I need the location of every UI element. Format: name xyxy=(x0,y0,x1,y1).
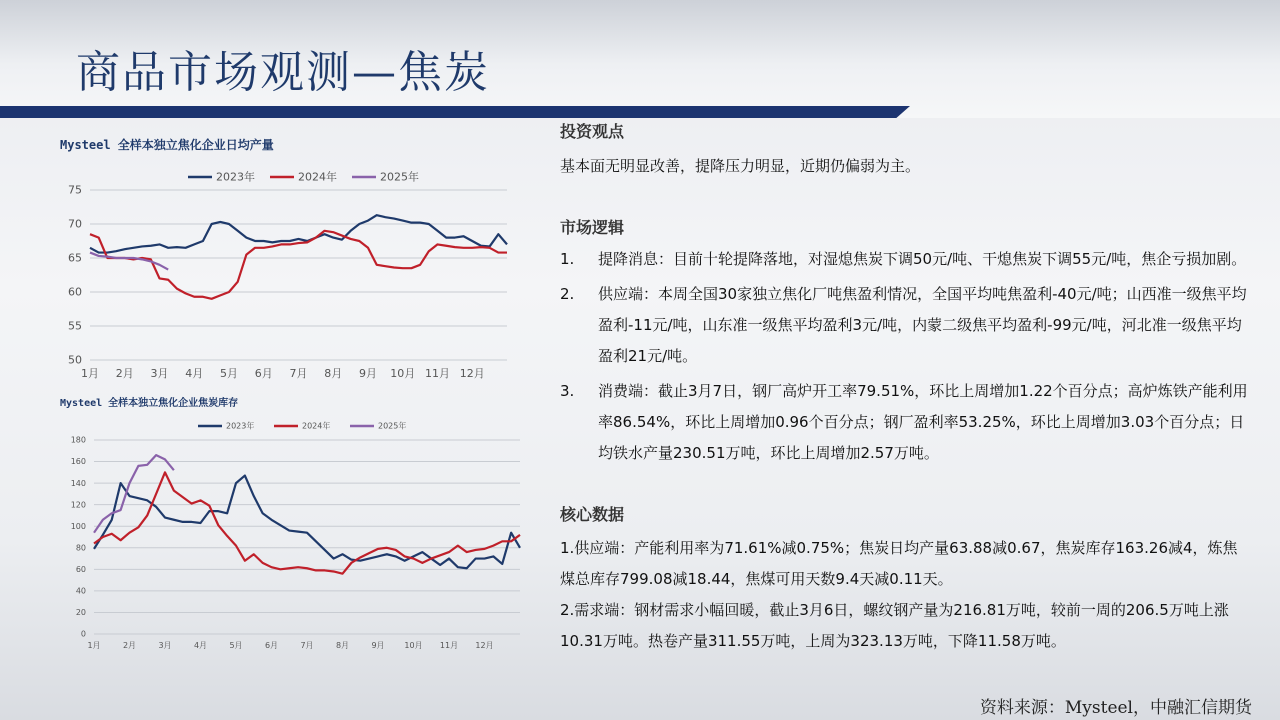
core-data-heading: 核心数据 xyxy=(560,505,625,524)
y-tick-label: 120 xyxy=(70,500,86,510)
chart-title-daily-output: Mysteel 全样本独立焦化企业日均产量 xyxy=(60,138,274,152)
x-tick-label: 10月 xyxy=(404,641,423,650)
y-tick-label: 160 xyxy=(70,457,86,467)
x-tick-label: 8月 xyxy=(335,641,350,650)
source-note: 资料来源：Mysteel，中融汇信期货 xyxy=(979,698,1252,718)
core-data-item: 2.需求端：钢材需求小幅回暖，截止3月6日，螺纹钢产量为216.81万吨，较前一周的206.5万吨上涨10.31万吨。热卷产量311.55万吨，上周为323.13万吨，下降11.58万吨。 xyxy=(560,601,1229,650)
coke-inventory-chart xyxy=(52,412,532,652)
x-tick-label: 4月 xyxy=(193,641,208,650)
x-tick-label: 2月 xyxy=(115,367,134,380)
list-item-text: 供应端：本周全国30家独立焦化厂吨焦盈利情况，全国平均吨焦盈利-40元/吨；山西准一级焦平均盈利-11元/吨，山东准一级焦平均盈利3元/吨，内蒙二级焦平均盈利-99元/吨，河北准一级焦平均盈利21元/吨。 xyxy=(598,285,1247,365)
y-tick-label: 65 xyxy=(68,251,82,265)
legend-label: 2025年 xyxy=(380,170,419,184)
core-data-list xyxy=(560,533,1250,657)
y-tick-label: 40 xyxy=(75,586,86,596)
x-tick-label: 5月 xyxy=(229,641,243,650)
list-item xyxy=(560,376,1250,469)
legend-label: 2024年 xyxy=(302,421,331,431)
x-tick-label: 12月 xyxy=(459,367,485,380)
series-line-0 xyxy=(90,215,507,252)
x-tick-label: 7月 xyxy=(289,367,308,380)
list-item xyxy=(560,244,1250,275)
invest-view-heading: 投资观点 xyxy=(560,122,625,141)
y-tick-label: 0 xyxy=(80,629,86,639)
series-line-1 xyxy=(90,231,507,299)
x-tick-label: 3月 xyxy=(150,367,169,380)
x-tick-label: 3月 xyxy=(158,641,172,650)
y-tick-label: 60 xyxy=(68,285,82,299)
market-logic-heading: 市场逻辑 xyxy=(560,218,625,237)
legend-label: 2023年 xyxy=(216,170,255,184)
x-tick-label: 1月 xyxy=(81,367,99,380)
series-line-2 xyxy=(90,253,168,270)
x-tick-label: 11月 xyxy=(425,367,450,380)
x-tick-label: 9月 xyxy=(359,367,377,380)
series-line-2 xyxy=(94,455,174,533)
legend-label: 2024年 xyxy=(298,170,337,184)
x-tick-label: 4月 xyxy=(185,367,204,380)
daily-output-chart xyxy=(52,160,532,392)
legend-label: 2025年 xyxy=(378,421,407,431)
invest-view-text: 基本面无明显改善，提降压力明显，近期仍偏弱为主。 xyxy=(560,157,921,175)
x-tick-label: 1月 xyxy=(87,641,101,650)
y-tick-label: 60 xyxy=(75,565,86,574)
x-tick-label: 7月 xyxy=(300,641,314,650)
x-tick-label: 5月 xyxy=(220,367,238,380)
title-underline-stripe xyxy=(0,106,910,118)
x-tick-label: 6月 xyxy=(264,641,279,650)
list-item-text: 消费端：截止3月7日，钢厂高炉开工率79.51%，环比上周增加1.22个百分点；高炉炼铁产能利用率86.54%，环比上周增加0.96个百分点；钢厂盈利率53.25%，环比上周增加3.03个百分点；日均铁水产量230.51万吨，环比上周增加2.57万吨。 xyxy=(598,382,1248,462)
x-tick-label: 6月 xyxy=(254,367,273,380)
y-tick-label: 140 xyxy=(70,478,86,488)
series-line-1 xyxy=(94,472,520,573)
page-title: 商品市场观测—焦炭 xyxy=(76,47,490,98)
list-item-number: 1. xyxy=(560,250,575,268)
list-item-number: 2. xyxy=(560,285,575,303)
x-tick-label: 8月 xyxy=(324,367,343,380)
y-tick-label: 80 xyxy=(75,543,86,553)
y-tick-label: 180 xyxy=(70,435,86,445)
commentary-panel xyxy=(560,118,1250,657)
x-tick-label: 11月 xyxy=(439,641,459,650)
core-data-item: 1.供应端：产能利用率为71.61%减0.75%；焦炭日均产量63.88减0.67，焦炭库存163.26减4，炼焦煤总库存799.08减18.44，焦煤可用天数9.4天减0.11天。 xyxy=(560,539,1238,588)
legend-label: 2023年 xyxy=(226,421,255,431)
y-tick-label: 50 xyxy=(68,353,82,367)
y-tick-label: 100 xyxy=(70,521,86,531)
y-tick-label: 70 xyxy=(68,217,82,231)
list-item-text: 提降消息：目前十轮提降落地，对湿熄焦炭下调50元/吨、干熄焦炭下调55元/吨，焦企亏损加剧。 xyxy=(598,250,1247,268)
list-item-number: 3. xyxy=(560,382,575,400)
market-logic-list xyxy=(560,244,1250,469)
y-tick-label: 20 xyxy=(75,608,86,618)
y-tick-label: 55 xyxy=(68,319,82,333)
x-tick-label: 12月 xyxy=(475,641,494,650)
x-tick-label: 9月 xyxy=(371,641,385,650)
chart-title-coke-inventory: Mysteel 全样本独立焦化企业焦炭库存 xyxy=(60,398,239,409)
y-tick-label: 75 xyxy=(68,183,82,197)
list-item xyxy=(560,279,1250,372)
x-tick-label: 10月 xyxy=(390,367,416,380)
x-tick-label: 2月 xyxy=(122,641,137,650)
